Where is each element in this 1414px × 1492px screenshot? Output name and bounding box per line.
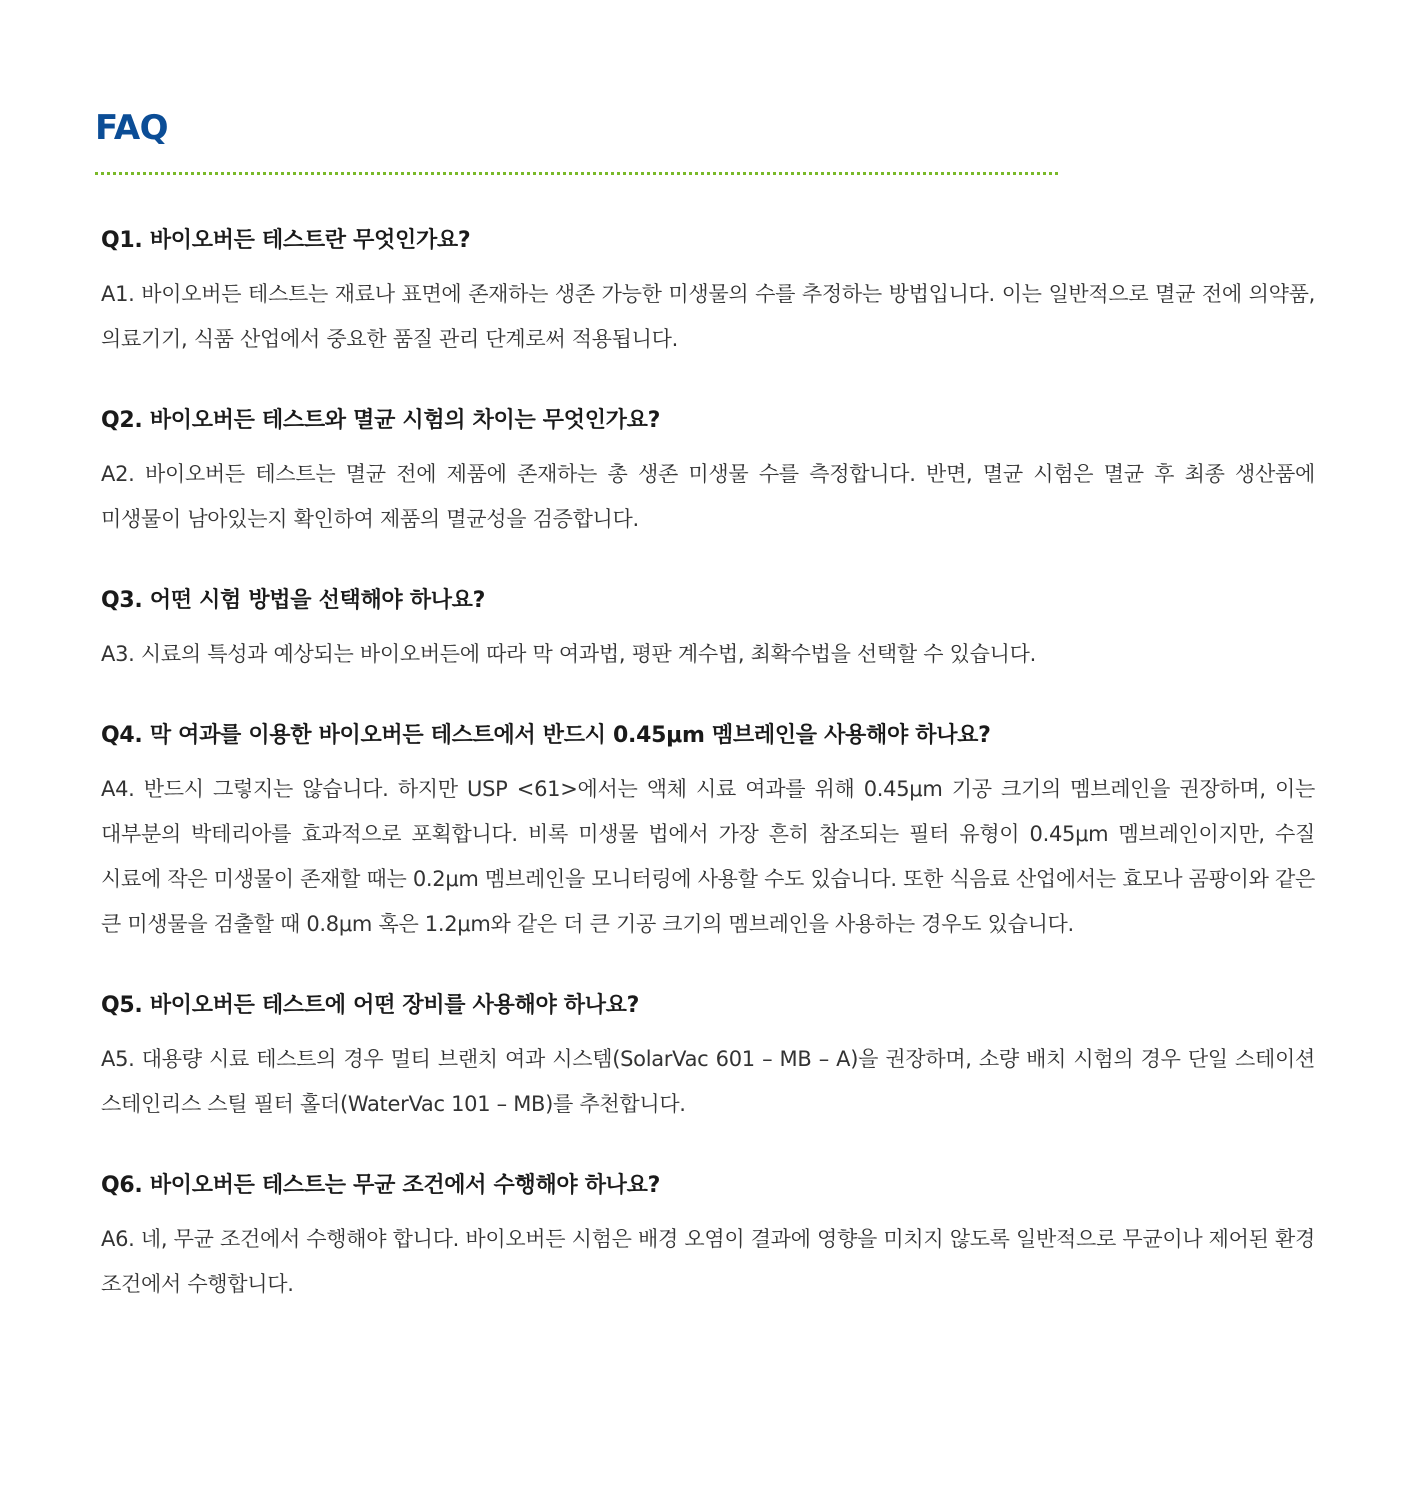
faq-item-3 (101, 582, 1315, 677)
faq-item-2 (101, 402, 1315, 542)
faq-answer-2: A2. 바이오버든 테스트는 멸균 전에 제품에 존재하는 총 생존 미생물 수를 측정합니다. 반면, 멸균 시험은 멸균 후 최종 생산품에 미생물이 남아있는지 확인하여 제품의 멸균성을 검증합니다. (101, 462, 1315, 531)
faq-answer-6: A6. 네, 무균 조건에서 수행해야 합니다. 바이오버든 시험은 배경 오염이 결과에 영향을 미치지 않도록 일반적으로 무균이나 제어된 환경 조건에서 수행합니다. (101, 1227, 1315, 1296)
faq-question-4: Q4. 막 여과를 이용한 바이오버든 테스트에서 반드시 0.45μm 멤브레인을 사용해야 하나요? (101, 723, 991, 748)
faq-question-6: Q6. 바이오버든 테스트는 무균 조건에서 수행해야 하나요? (101, 1173, 661, 1198)
title-divider (95, 172, 1058, 175)
faq-answer-4: A4. 반드시 그렇지는 않습니다. 하지만 USP <61>에서는 액체 시료 여과를 위해 0.45μm 기공 크기의 멤브레인을 권장하며, 이는 대부분의 박테리아를 효과적으로 포획합니다. 비록 미생물 법에서 가장 흔히 참조되는 필터 유형이 0.45μm 멤브레인이지만, 수질 시료에 작은 미생물이 존재할 때는 0.2μm 멤브레인을 모니터링에 사용할 수도 있습니다. 또한 식음료 산업에서는 효모나 곰팡이와 같은 큰 미생물을 검출할 때 0.8μm 혹은 1.2μm와 같은 더 큰 기공 크기의 멤브레인을 사용하는 경우도 있습니다. (101, 777, 1315, 936)
faq-answer-5: A5. 대용량 시료 테스트의 경우 멀티 브랜치 여과 시스템(SolarVac 601 – MB – A)을 권장하며, 소량 배치 시험의 경우 단일 스테이션 스테인리스 스틸 필터 홀더(WaterVac 101 – MB)를 추천합니다. (101, 1047, 1315, 1116)
faq-item-6 (101, 1167, 1315, 1307)
faq-answer-1: A1. 바이오버든 테스트는 재료나 표면에 존재하는 생존 가능한 미생물의 수를 추정하는 방법입니다. 이는 일반적으로 멸균 전에 의약품, 의료기기, 식품 산업에서 중요한 품질 관리 단계로써 적용됩니다. (101, 282, 1315, 351)
faq-question-3: Q3. 어떤 시험 방법을 선택해야 하나요? (101, 588, 486, 613)
faq-item-1 (101, 222, 1315, 362)
faq-item-5 (101, 987, 1315, 1127)
page-title: FAQ (95, 108, 169, 148)
faq-list (101, 222, 1315, 1347)
faq-question-2: Q2. 바이오버든 테스트와 멸균 시험의 차이는 무엇인가요? (101, 408, 661, 433)
faq-item-4 (101, 717, 1315, 947)
faq-answer-3: A3. 시료의 특성과 예상되는 바이오버든에 따라 막 여과법, 평판 계수법, 최확수법을 선택할 수 있습니다. (101, 642, 1036, 666)
faq-question-5: Q5. 바이오버든 테스트에 어떤 장비를 사용해야 하나요? (101, 993, 640, 1018)
faq-question-1: Q1. 바이오버든 테스트란 무엇인가요? (101, 228, 471, 253)
